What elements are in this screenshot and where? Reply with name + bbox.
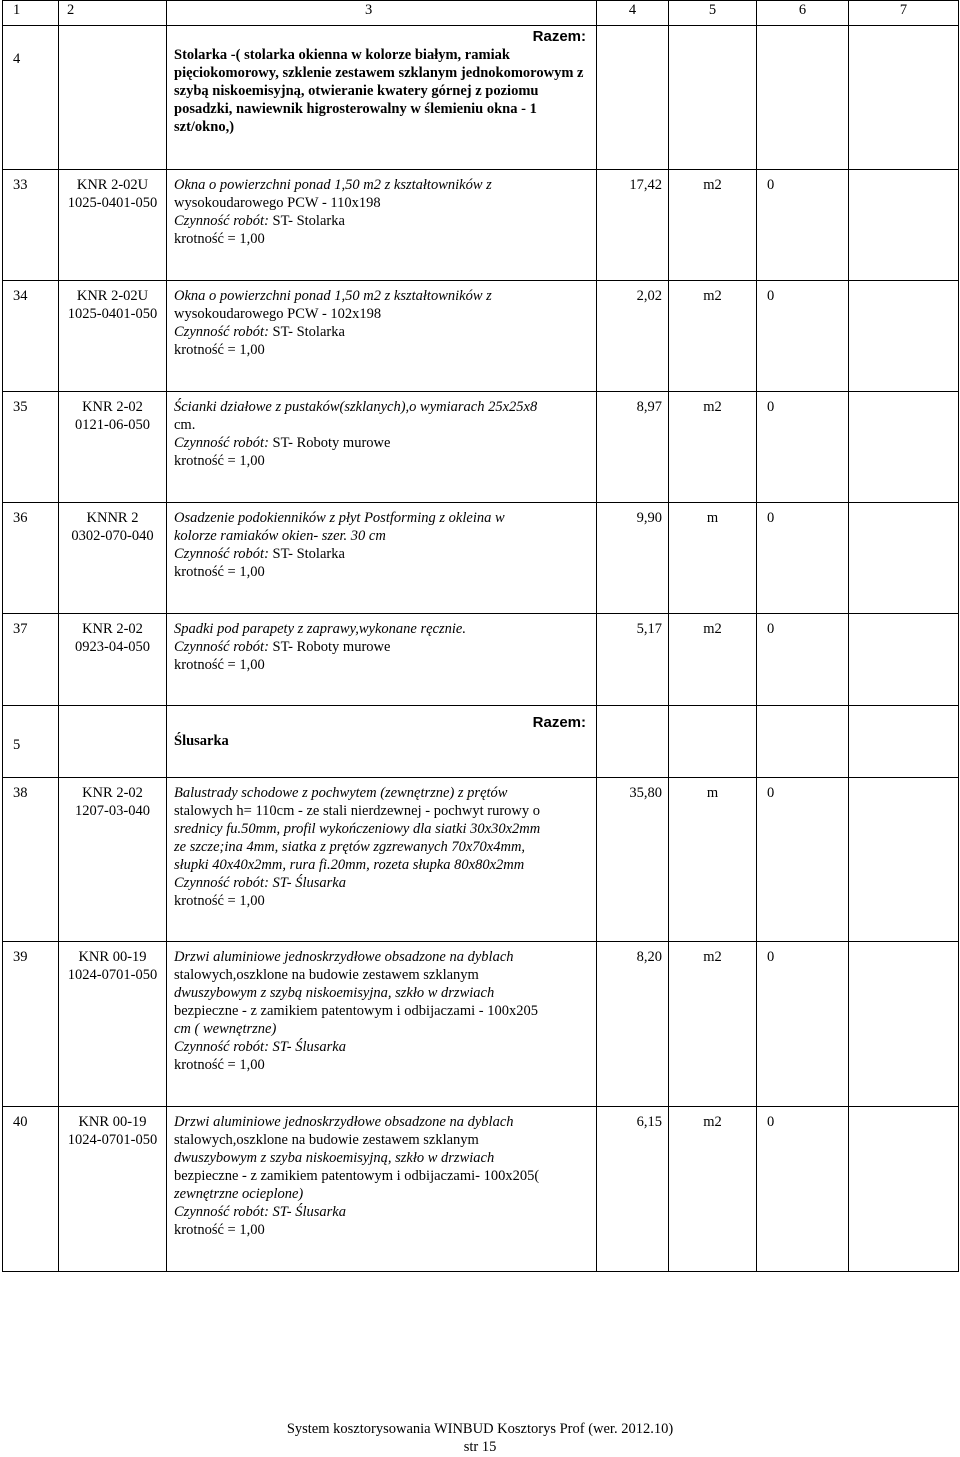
header-col-7: 7 (849, 1, 959, 26)
item-unit: m (669, 503, 757, 614)
knr-code: 1025-0401-050 (67, 195, 158, 211)
item-number: 35 (3, 392, 59, 503)
description-line: dwuszybowym z szybą niskoemisyjna, szkło w drzwiach (174, 985, 495, 1001)
work-type (174, 1038, 592, 1056)
item-quantity: 35,80 (597, 778, 669, 942)
knr-catalog: KNR 2-02 (82, 399, 143, 415)
item-price: 0 (757, 1107, 849, 1272)
knr-catalog: KNR 00-19 (78, 1114, 147, 1130)
work-type-label: Czynność robót: (174, 546, 269, 562)
multiplier: krotność = 1,00 (174, 453, 265, 469)
knr-code: 1024-0701-050 (67, 967, 158, 983)
multiplier: krotność = 1,00 (174, 1057, 265, 1073)
work-type-value: ST- Ślusarka (268, 1039, 346, 1055)
item-knr (59, 392, 167, 503)
header-col-6: 6 (757, 1, 849, 26)
item-price: 0 (757, 392, 849, 503)
work-type (174, 1203, 592, 1221)
description-line: srednicy fu.50mm, profil wykończeniowy dla siatki 30x30x2mm (174, 821, 541, 837)
knr-catalog: KNNR 2 (86, 510, 139, 526)
knr-code: 1024-0701-050 (67, 1132, 158, 1148)
description-line: Okna o powierzchni ponad 1,50 m2 z kształtowników z (174, 288, 492, 304)
footer-system-name: System kosztorysowania WINBUD Kosztorys Prof (wer. 2012.10) (286, 1421, 674, 1437)
item-description (167, 281, 597, 392)
work-type-label: Czynność robót: (174, 1204, 269, 1220)
description-line: cm ( wewnętrzne) (174, 1021, 277, 1037)
description-line: stalowych,oszklone na budowie zestawem szklanym (174, 1132, 479, 1148)
item-quantity: 2,02 (597, 281, 669, 392)
knr-catalog: KNR 2-02U (76, 177, 149, 193)
section-number: 5 (3, 706, 59, 778)
work-type-value: ST- Roboty murowe (268, 639, 391, 655)
description-line: słupki 40x40x2mm, rura fi.20mm, rozeta słupka 80x80x2mm (174, 857, 525, 873)
table-row (3, 170, 959, 281)
table-row (3, 778, 959, 942)
cost-estimate-table (2, 0, 959, 1272)
item-number: 40 (3, 1107, 59, 1272)
item-price: 0 (757, 778, 849, 942)
section-description (167, 706, 597, 778)
description-line: Spadki pod parapety z zaprawy,wykonane ręcznie. (174, 621, 466, 637)
multiplier: krotność = 1,00 (174, 1222, 265, 1238)
item-knr (59, 614, 167, 706)
description-line: Ścianki działowe z pustaków(szklanych),o wymiarach 25x25x8 (174, 399, 538, 415)
table-row (3, 942, 959, 1107)
item-description (167, 392, 597, 503)
work-type (174, 545, 592, 563)
section-title: Ślusarka (174, 733, 229, 749)
footer-page-number: str 15 (463, 1439, 497, 1455)
item-quantity: 6,15 (597, 1107, 669, 1272)
section-title: Stolarka -( stolarka okienna w kolorze białym, ramiak pięciokomorowy, szklenie zestawem szklanym jednokomorowym z szybą niskoemisyjną, otwieranie kwatery górnej z poziomu posadzki, nawiewnik higrosterowalny w ślemieniu okna - 1 szt/okno,) (174, 47, 584, 135)
header-col-4: 4 (597, 1, 669, 26)
item-price: 0 (757, 614, 849, 706)
description-line: wysokoudarowego PCW - 102x198 (174, 306, 382, 322)
description-line: dwuszybowym z szyba niskoemisyjną, szkło w drzwiach (174, 1150, 495, 1166)
knr-catalog: KNR 2-02 (82, 621, 143, 637)
description-line: bezpieczne - z zamikiem patentowym i odbijaczami- 100x205( (174, 1168, 540, 1184)
work-type-value: ST- Stolarka (268, 324, 345, 340)
item-number: 39 (3, 942, 59, 1107)
item-number: 34 (3, 281, 59, 392)
work-type (174, 638, 592, 656)
item-description (167, 170, 597, 281)
knr-code: 1025-0401-050 (67, 306, 158, 322)
item-description (167, 1107, 597, 1272)
table-row (3, 614, 959, 706)
work-type (174, 323, 592, 341)
item-knr (59, 942, 167, 1107)
header-col-3: 3 (167, 1, 597, 26)
description-line: Balustrady schodowe z pochwytem (zewnętrzne) z prętów (174, 785, 508, 801)
multiplier: krotność = 1,00 (174, 231, 265, 247)
section-description (167, 26, 597, 170)
description-line: Drzwi aluminiowe jednoskrzydłowe obsadzone na dyblach (174, 1114, 514, 1130)
header-col-2: 2 (59, 1, 167, 26)
description-line: Drzwi aluminiowe jednoskrzydłowe obsadzone na dyblach (174, 949, 514, 965)
item-knr (59, 170, 167, 281)
item-price: 0 (757, 281, 849, 392)
table-row (3, 392, 959, 503)
item-description (167, 942, 597, 1107)
work-type-value: ST- Ślusarka (268, 875, 346, 891)
knr-catalog: KNR 00-19 (78, 949, 147, 965)
work-type-label: Czynność robót: (174, 213, 269, 229)
table-row (3, 281, 959, 392)
item-knr (59, 503, 167, 614)
item-knr (59, 778, 167, 942)
header-row (3, 1, 959, 26)
item-number: 37 (3, 614, 59, 706)
item-price: 0 (757, 170, 849, 281)
work-type-label: Czynność robót: (174, 435, 269, 451)
item-quantity: 8,97 (597, 392, 669, 503)
description-line: ze szcze;ina 4mm, siatka z prętów zgzrewanych 70x70x4mm, (174, 839, 526, 855)
item-quantity: 5,17 (597, 614, 669, 706)
item-number: 36 (3, 503, 59, 614)
item-price: 0 (757, 503, 849, 614)
work-type-value: ST- Stolarka (268, 546, 345, 562)
description-line: wysokoudarowego PCW - 110x198 (174, 195, 381, 211)
multiplier: krotność = 1,00 (174, 342, 265, 358)
header-col-1: 1 (3, 1, 59, 26)
description-line: Okna o powierzchni ponad 1,50 m2 z kształtowników z (174, 177, 492, 193)
item-unit: m2 (669, 392, 757, 503)
description-line: kolorze ramiaków okien- szer. 30 cm (174, 528, 386, 544)
item-description (167, 778, 597, 942)
item-knr (59, 281, 167, 392)
item-unit: m2 (669, 1107, 757, 1272)
knr-catalog: KNR 2-02U (76, 288, 149, 304)
work-type-value: ST- Stolarka (268, 213, 345, 229)
knr-code: 0923-04-050 (75, 639, 150, 655)
description-line: bezpieczne - z zamikiem patentowym i odbijaczami - 100x205 (174, 1003, 538, 1019)
work-type-label: Czynność robót: (174, 1039, 269, 1055)
item-unit: m2 (669, 281, 757, 392)
work-type (174, 874, 592, 892)
multiplier: krotność = 1,00 (174, 564, 265, 580)
work-type (174, 212, 592, 230)
section-total-label: Razem: (532, 714, 586, 731)
item-price: 0 (757, 942, 849, 1107)
item-number: 38 (3, 778, 59, 942)
work-type-label: Czynność robót: (174, 639, 269, 655)
section-number: 4 (3, 26, 59, 170)
item-quantity: 17,42 (597, 170, 669, 281)
multiplier: krotność = 1,00 (174, 657, 265, 673)
item-unit: m (669, 778, 757, 942)
description-line: stalowych h= 110cm - ze stali nierdzewnej - pochwyt rurowy o (174, 803, 541, 819)
work-type-label: Czynność robót: (174, 875, 269, 891)
section-total-label: Razem: (532, 28, 586, 45)
table-row (3, 1107, 959, 1272)
knr-code: 0121-06-050 (75, 417, 150, 433)
work-type-value: ST- Ślusarka (268, 1204, 346, 1220)
description-line: stalowych,oszklone na budowie zestawem szklanym (174, 967, 479, 983)
header-col-5: 5 (669, 1, 757, 26)
item-unit: m2 (669, 614, 757, 706)
item-description (167, 614, 597, 706)
item-quantity: 9,90 (597, 503, 669, 614)
description-line: Osadzenie podokienników z płyt Postforming z okleina w (174, 510, 505, 526)
item-unit: m2 (669, 942, 757, 1107)
table-row (3, 503, 959, 614)
item-knr (59, 1107, 167, 1272)
work-type (174, 434, 592, 452)
item-quantity: 8,20 (597, 942, 669, 1107)
knr-code: 1207-03-040 (75, 803, 150, 819)
section-row (3, 706, 959, 778)
work-type-label: Czynność robót: (174, 324, 269, 340)
item-number: 33 (3, 170, 59, 281)
item-unit: m2 (669, 170, 757, 281)
work-type-value: ST- Roboty murowe (268, 435, 391, 451)
section-row (3, 26, 959, 170)
knr-code: 0302-070-040 (71, 528, 154, 544)
knr-catalog: KNR 2-02 (82, 785, 143, 801)
multiplier: krotność = 1,00 (174, 893, 265, 909)
description-line: cm. (174, 417, 196, 433)
description-line: zewnętrzne ocieplone) (174, 1186, 304, 1202)
item-description (167, 503, 597, 614)
